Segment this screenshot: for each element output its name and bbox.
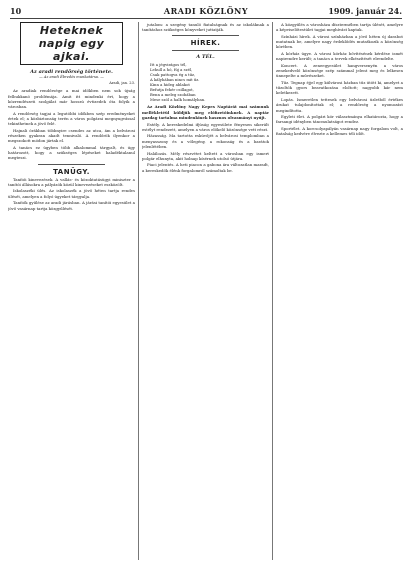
- paragraph: A kórház ügye. A városi kórház bővítésének kérdése ismét napirendre került; a tanács a tervek elkészítését elrendelte.: [276, 51, 403, 62]
- poem-line: Itt a jégvirágos tél,: [150, 62, 187, 68]
- column-rule-1: [138, 22, 139, 560]
- separator: [38, 164, 105, 165]
- paragraph: A tanács ez ügyben több alkalommal tárgyalt, és úgy határozott, hogy a szükséges lépéseket haladéktalanul megteszi.: [8, 144, 135, 161]
- paragraph: Iskolaszéki ülés. Az iskolaszék a jövő héten tartja rendes ülését, amelyen a folyó ügyeket tárgyalja.: [8, 188, 135, 199]
- issue-date: 1909. január 24.: [328, 6, 402, 16]
- separator: [172, 35, 239, 36]
- poem-title: A TÉL.: [196, 54, 215, 61]
- paragraph: Az Aradi Közlöny Nagy Kepes Naptárát mai számunk mellékletéül küldjük meg előfizetőinknek. A naptár gazdag tartalma mindenkinek hasznos olvasmányt nyújt.: [142, 104, 269, 120]
- paragraph: Lopás. Ismeretlen tettesek egy belvárosi üzletből értékes árukat tulajdonítottak el; a rendőrség a nyomozást megindította.: [276, 97, 403, 113]
- story-byline: Aradi, jan. 23.: [109, 81, 135, 86]
- paper-name: ARADI KÖZLÖNY: [163, 6, 249, 16]
- paragraph: Sportélet. A korcsolyapályán vasárnap nagy forgalom volt, a fiatalság kedvére élvezte a kellemes téli időt.: [276, 126, 403, 137]
- paragraph: Házasság. Ma tartotta esküvőjét a belvárosi templomban a menyasszony és a vőlegény, a rokonság és a barátok jelenlétében.: [142, 133, 269, 149]
- poem-line: Befutja fehér csillagot,: [150, 87, 194, 93]
- page-number: 10: [10, 6, 22, 16]
- section-banner: Heteknek napig egy ajkai.: [20, 22, 123, 65]
- paragraph: Estély. A kereskedelmi ifjúság egyesülete fényesen sikerült estélyt rendezett, amelyen a város előkelő közönsége vett részt.: [142, 121, 269, 132]
- paragraph: Tűz. Tegnap éjjel egy külvárosi házban tűz ütött ki, amelyet a tűzoltók gyors beavatkozása eloltott; nagyobb kár nem keletkezett.: [276, 80, 403, 96]
- paragraph: A rendőrség tagjai a legutóbbi időkben szép eredményeket értek el; a közbiztonság terén a város polgárai megnyugvással tekinthetnek a jövő felé.: [8, 110, 135, 127]
- poem-line: Csak pattogva ég a tűz,: [150, 72, 196, 78]
- poem: [150, 62, 261, 102]
- poem-line: Kinn a hideg ablakot: [150, 82, 190, 88]
- poem-line: Benn a meleg szobában: [150, 92, 196, 98]
- poem-line: Lehull a hó, fúj a szél,: [150, 67, 193, 73]
- story-title: Az aradi rendőrség története.: [30, 69, 113, 75]
- paragraph: Egyleti élet. A polgári kör választmánya elhatározta, hogy a farsangi idényben táncmulatságot rendez.: [276, 114, 403, 125]
- paragraph: Hajnali órákban többnyire csendes az utca, ám a belvárosi részeken gyakran akadt tennivaló. A rendőrök ilyenkor a megszokott módon jártak el.: [8, 127, 135, 144]
- poem-line: Mese szól a halk homályban.: [150, 97, 206, 103]
- paragraph: Tanítók gyűlése az aradi járásban. A járási tanítói egyesület a jövő vasárnap tartja közgyűlését.: [8, 200, 135, 211]
- story-subtitle: — Az aradi Ébredés munkatársa. —: [39, 75, 104, 79]
- paragraph: Az aradiak rendőrsége a mai időkben nem sok újság felbukkanó problémája. Amit itt mindenki ért, hogy a közrendészeti szolgálat már hosszú évtizedek óta folyik a városban.: [8, 88, 135, 110]
- paragraph: Piaci jelentés. A heti piacon a gabona ára változatlan maradt, a kereskedők élénk forgalomról számoltak be.: [142, 162, 269, 173]
- section-heading-tanugy: TANÜGY.: [53, 167, 90, 176]
- page-header: [10, 6, 402, 19]
- column-1: [8, 22, 135, 562]
- column-3: [276, 22, 403, 562]
- separator: [172, 50, 239, 51]
- paragraph: Tanítói kinevezések. A vallás- és közoktatásügyi miniszter a tanítói állásokra a pályázók közül kinevezéseket eszközölt.: [8, 176, 135, 187]
- column-2: [142, 22, 269, 562]
- paragraph: Színházi hírek. A városi színházban a jövő héten új darabot mutatnak be, amelyre nagy érdeklődés mutatkozik a közönség körében.: [276, 33, 403, 50]
- column-rule-2: [272, 22, 273, 560]
- paragraph: Halálozás. Mély részvétet keltett a városban egy ismert polgár elhunyta, akit holnap kísérnek utolsó útjára.: [142, 150, 269, 161]
- poem-line: A kályhában nincs mit űz.: [150, 77, 200, 83]
- section-heading-hirek: HÍREK.: [190, 39, 221, 48]
- paragraph: Koncert. A zeneegyesület hangversenyén a város zenekedvelő közönsége szép számmal jelent meg és lelkesen ünnepelte a művészeket.: [276, 62, 403, 79]
- paragraph: A közgyűlés a városháza dísztermében tartja ülését, amelyre a képviselőtestület tagjai meghívást kaptak.: [276, 22, 403, 33]
- paragraph: jutalom: a szegény tanuló fiatalságnak és az iskoláknak a tanításhoz szükséges könyveket juttatják.: [142, 22, 269, 33]
